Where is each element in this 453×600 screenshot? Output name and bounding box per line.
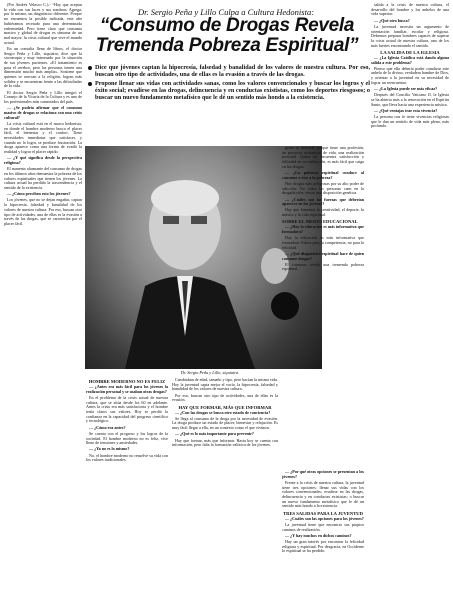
question: — ¿Cómo perciben esto los jóvenes? xyxy=(7,191,71,197)
column-2 xyxy=(86,378,168,598)
paragraph: La crisis cultural está en el marco hedonista, en donde el hombre moderno busca el placer fácil, el bienestar y el confort. Tiene necesidades inmediatas que satisfacer, y cuando no lo logra, se produce frustración. La droga aparece como una forma de evadir la realidad y lograr el placer rápido. xyxy=(4,120,82,155)
question: — ¿Antes era más fácil para los jóvenes la realización personal y se usaban otras drogas? xyxy=(86,384,168,394)
question: — ¿Cómo era antes? xyxy=(89,424,126,430)
question: — ¿Y hay muchos en dichos caminos? xyxy=(285,532,352,538)
bullet-icon xyxy=(88,66,92,70)
paragraph: La persona con fe tiene vivencias religiosas que le dan un sentido de vida más pleno, más profundo. xyxy=(371,114,449,129)
section-heading: LA SALIDA DE LA IGLESIA xyxy=(380,49,440,55)
paragraph: Se cuenta con el progreso y los logros de la sociedad. El hombre moderno no es feliz, vive lleno de tensiones y ansiedades. xyxy=(86,430,168,446)
paragraph: salida a la crisis de nuestra cultura, el desarrollo del hombre y los anhelos de una vida superior. xyxy=(371,3,449,17)
question: — ¿La Iglesia Católica está dando alguna salida a este problema? xyxy=(371,54,449,65)
question: — ¿Se podría afirmar que el consumo masivo de drogas se relaciona con una crisis cultural? xyxy=(4,105,82,120)
paragraph: Hay un gran interés por encontrar la felicidad religiosa y espiritual. Por desgracia, en Occidente lo espiritual se ha perdido. xyxy=(282,538,364,554)
question: — ¿Qué otro busca? xyxy=(374,17,410,23)
question: — ¿Qué diagnóstico espiritual hace de quien consume drogas? xyxy=(282,250,364,261)
paragraph: En el problema de la crisis actual de nuestra cultura, que se sitúa desde los 60 en adelante. Antes la crisis era más satisfactoria y el hombre tenía claros sus valores. Hoy se perdió la confianza en la capacidad del progreso científico y tecnológico. xyxy=(86,394,168,424)
section-heading: HOMBRE MODERNO NO ES FELIZ xyxy=(88,379,166,384)
paragraph: gente se defiende porque tiene una profesión, un proyecto existencial de vida, una realización personal. Quien no encuentra satisfacción y felicidad en su realización, es más fácil que caiga en las drogas. xyxy=(282,146,364,169)
lead-text: Dice que jóvenes captan la hipocresía, falsedad y banalidad de los valores de nuestra cultura. Por eso, buscan otro tipo de actividades, una de ellas es la evasión a través de las drogas. xyxy=(95,64,370,78)
paragraph: La juventud necesita un argumento de orientación familiar, escolar y religiosa. Debemos preparar hombres capaces de superar la crisis actual de nuestra cultura, uno de los más fuertes encontrando el sentido. xyxy=(371,23,449,48)
paragraph: Después del Concilio Vaticano II, la Iglesia se ha abierto más a la renovación en el Espíritu Santo, que lleva hacia una experiencia mística. xyxy=(371,92,449,107)
paragraph: Pienso que ella debería poder canalizar este anhelo de lo divino, verdadera hambre de Dios, y orientar a la juventud en su necesidad de lograr un reencuentro. xyxy=(371,65,449,85)
paragraph: Frente a la crisis de nuestra cultura, la juventud tiene tres opciones: llenar sus vidas con los valores convencionales; evadirse en las drogas, delincuencia y en conductas exististas; o buscar un nuevo fundamento metafísico que le dé un sentido más hondo a la existencia. xyxy=(282,479,364,509)
column-5-block xyxy=(282,470,364,598)
paragraph: La juventud tiene que encontrar sus propios caminos de realización. xyxy=(282,521,364,532)
paragraph: El doctor Sergio Peña y Lillo integró el Consejo de la Vicaría de la Cultura y es uno de los profesionales más connotados del país. xyxy=(4,89,82,105)
question: — ¿Y qué significa desde la perspectiva religiosa? xyxy=(4,155,82,165)
paragraph: Los jóvenes, que no se dejan engañar, captan la hipocresía, falsedad y banalidad de los valores de nuestra cultura. Por eso, buscan otro tipo de actividades, una de ellas es la evasión a través de las drogas, que se caracteriza por el placer fácil. xyxy=(4,197,82,226)
lead-text: Propone llenar sus vidas con actividades sanas, como los valores convencionales y buscar los logros y el éxito social; evadirse en las drogas, delincuencia y en conductas exististas, como los deportes riesgosos; o buscar un nuevo fundamento metafísico que le dé un sentido más hondo a la existencia. xyxy=(95,79,370,101)
section-heading: HAY QUE FORMAR, MÁS QUE INFORMAR xyxy=(178,404,272,410)
paragraph: Hay que formar, más que informar. Hasta hoy se cuenta con información, pero falta la formación valórica de los jóvenes. xyxy=(172,437,278,448)
paragraph: Hoy drogas más peligrosas por su alto poder de adicción. No todas las personas caen en la drogadicción, existe una disposición genética. xyxy=(282,180,364,196)
paragraph: Se llega al consumo de la droga por la necesidad de evasión. La droga produce un estado de placer, bienestar y relajación. Es muy fácil llegar a ella, en un contexto como el que vivimos. xyxy=(172,415,278,431)
paragraph: Hay la educación es más informativa que formadora. Educa para la competencia, no para la felicidad. xyxy=(282,235,364,250)
question: — ¿Cuáles son las opciones para los jóvenes? xyxy=(285,515,364,521)
question: — ¿Con las drogas se busca otro estado de conciencia? xyxy=(175,409,271,415)
question: — ¿Qué ventajas trae esta vivencia? xyxy=(374,107,438,113)
paragraph: Por eso, buscan otro tipo de actividades, una de ellas es la evasión. xyxy=(172,392,278,403)
paragraph: (Por Andrés Velasco C.).- “Hay que aceptar la vida con sus luces y sus sombras. Agrega, por lo mismo, un diagnóstico diferente. Porque no encuentra la posible indicada, este año hubiéramos recetado para una determinada enfermedad. Pero tiene claro que consumo masivo y global de drogas es síntoma de un mal mayor, la crisis cultural que vive el mundo actual. xyxy=(4,3,82,45)
question: — ¿Cuáles son las fuerzas que deberían aparecer en los jóvenes? xyxy=(282,196,364,207)
paragraph: En un consulta llena de libros, el doctor Sergio Peña y Lillo, siquiatra, dice que la sicoterapia y muy interesado por la situación de sus jóvenes pacientes. «El tratamiento es para el cerebro, pero las personas tienen una dimensión mucho más amplia». Sostiene que quienes se acercan a la religión, logran más solidez y se encuentran frente a las dificultades de la vida. xyxy=(4,45,82,89)
lead-item xyxy=(86,64,370,78)
column-3 xyxy=(172,378,278,598)
question: — ¿La pobreza espiritual conduce al consumo o éste a la pobreza? xyxy=(282,170,364,180)
article-kicker: Dr. Sergio Peña y Lillo Culpa a Cultura Hedonista: xyxy=(137,7,315,17)
column-6 xyxy=(371,3,449,597)
lead-item xyxy=(86,80,370,101)
column-1 xyxy=(4,3,82,597)
paragraph: Hay que fomentar la creatividad, el deporte, la música y la vida espiritual. xyxy=(282,207,364,218)
paragraph: Cambiaban de edad, tamaño y tipo, pero hacían la misma vida. Hoy la juventud capta mejor el vacío, la hipocresía, falsedad y banalidad de los valores de nuestra cultura. xyxy=(172,378,278,392)
photo-caption: Dr. Sergio Peña y Lillo, siquiatra. xyxy=(180,370,240,375)
paragraph: El aumento alarmante del consumo de drogas en los últimos años demuestra la pobreza de los valores espirituales que tienen los jóvenes. La cultura actual ha perdido la trascendencia y el sentido de la existencia. xyxy=(4,166,82,191)
bullet-icon xyxy=(88,82,92,86)
section-heading: SOBRE EL MEDIO EDUCACIONAL xyxy=(282,219,358,225)
paragraph: El consumo revela una tremenda pobreza espiritual. xyxy=(282,261,364,272)
section-heading: TRES SALIDAS PARA LA JUVENTUD xyxy=(283,510,363,516)
question: — ¿Hay la educación es más informativa que formadora? xyxy=(282,224,364,235)
article-headline: “Consumo de Drogas Revela Tremenda Pobreza Espiritual” xyxy=(95,15,359,56)
question: — ¿Ya no es lo mismo? xyxy=(89,446,130,452)
paragraph: No, el hombre moderno no resuelve su vida con los valores tradicionales. xyxy=(86,452,168,463)
question: — ¿Qué es lo más importante para prevenir? xyxy=(175,431,254,437)
lead-box xyxy=(86,64,370,102)
question: — ¿La Iglesia puede ser más eficaz? xyxy=(374,86,438,92)
question: — ¿Por qué otras opciones se presentan a los jóvenes? xyxy=(282,470,364,479)
